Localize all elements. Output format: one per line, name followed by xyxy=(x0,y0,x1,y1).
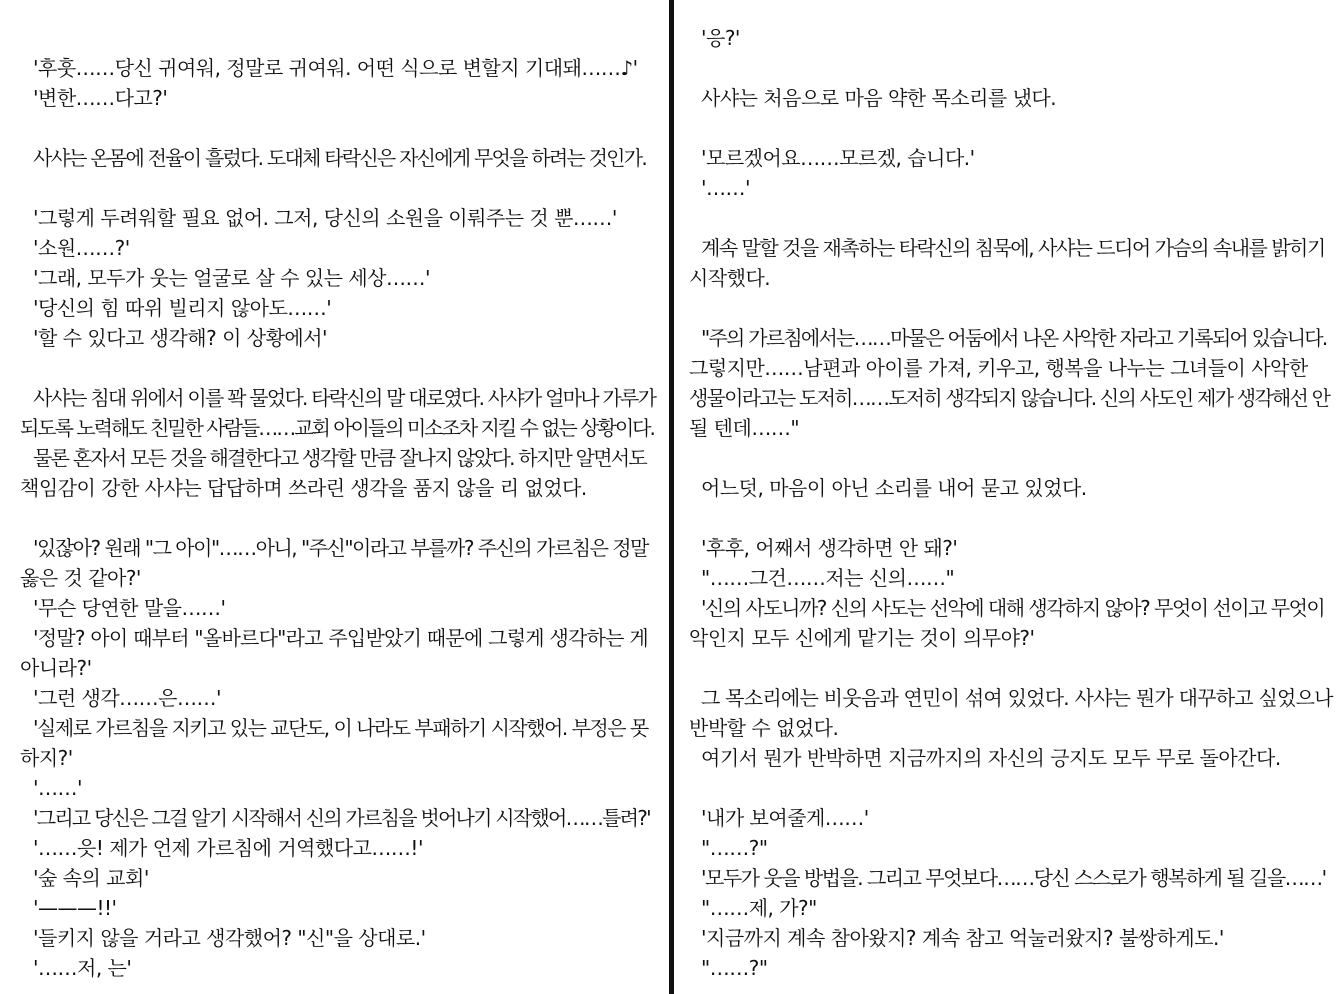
text-line: 그렇지만……남편과 아이를 가져, 키우고, 행복을 나누는 그녀들이 사악한 xyxy=(689,356,1308,380)
text-line: '할 수 있다고 생각해? 이 상황에서' xyxy=(33,326,328,350)
page-divider xyxy=(669,0,674,994)
text-line: '있잖아? 원래 "그 아이"……아니, "주신"이라고 부를까? 주신의 가르침은 정말 xyxy=(33,536,648,560)
text-line: '후후, 어째서 생각하면 안 돼?' xyxy=(701,536,958,560)
text-line: "……그건……저는 신의……" xyxy=(701,566,955,590)
left-page xyxy=(0,0,660,994)
text-line: '모두가 웃을 방법을. 그리고 무엇보다……당신 스스로가 행복하게 될 길을……' xyxy=(701,866,1326,890)
text-line: '……' xyxy=(33,776,82,800)
text-line: 사샤는 처음으로 마음 약한 목소리를 냈다. xyxy=(701,86,1057,110)
text-line: 어느덧, 마음이 아닌 소리를 내어 묻고 있었다. xyxy=(701,476,1087,500)
text-line: '후훗……당신 귀여워, 정말로 귀여워. 어떤 식으로 변할지 기대돼……♪' xyxy=(33,56,638,80)
text-line: '……' xyxy=(701,176,750,200)
text-line: 옳은 것 같아?' xyxy=(20,566,141,590)
text-line: 사샤는 침대 위에서 이를 꽉 물었다. 타락신의 말 대로였다. 사샤가 얼마나 가루가 xyxy=(33,386,656,410)
text-line: 책임감이 강한 사샤는 답답하며 쓰라린 생각을 품지 않을 리 없었다. xyxy=(20,476,587,500)
text-line: 하지?' xyxy=(20,746,73,770)
text-line: 악인지 모두 신에게 맡기는 것이 의무야?' xyxy=(689,626,1035,650)
text-line: "주의 가르침에서는……마물은 어둠에서 나온 사악한 자라고 기록되어 있습니다. xyxy=(701,326,1327,350)
text-line: '당신의 힘 따위 빌리지 않아도……' xyxy=(33,296,332,320)
text-line: 계속 말할 것을 재촉하는 타락신의 침묵에, 사샤는 드디어 가슴의 속내를 밝히기 xyxy=(701,236,1325,260)
text-line: 시작했다. xyxy=(689,266,771,290)
text-line: '신의 사도니까? 신의 사도는 선악에 대해 생각하지 않아? 무엇이 선이고 무엇이 xyxy=(701,596,1325,620)
text-line: '그리고 당신은 그걸 알기 시작해서 신의 가르침을 벗어나기 시작했어……틀려?' xyxy=(33,806,650,830)
text-line: '응?' xyxy=(701,26,740,50)
text-line: 될 텐데……" xyxy=(689,416,800,440)
right-page xyxy=(677,0,1337,994)
text-line: 여기서 뭔가 반박하면 지금까지의 자신의 긍지도 모두 무로 돌아간다. xyxy=(701,746,1281,770)
text-line: '실제로 가르침을 지키고 있는 교단도, 이 나라도 부패하기 시작했어. 부정은 못 xyxy=(33,716,648,740)
text-line: '……저, 는' xyxy=(33,956,132,980)
text-line: '숲 속의 교회' xyxy=(33,866,149,890)
text-line: 되도록 노력해도 친밀한 사람들……교회 아이들의 미소조차 지킬 수 없는 상황이다. xyxy=(20,416,654,440)
text-line: '그래, 모두가 웃는 얼굴로 살 수 있는 세상……' xyxy=(33,266,430,290)
text-line: 물론 혼자서 모든 것을 해결한다고 생각할 만큼 잘나지 않았다. 하지만 알면서도 xyxy=(33,446,646,470)
text-line: '정말? 아이 때부터 "올바르다"라고 주입받았기 때문에 그렇게 생각하는 게 xyxy=(33,626,648,650)
text-line: '들키지 않을 거라고 생각했어? "신"을 상대로.' xyxy=(33,926,426,950)
text-line: 그 목소리에는 비웃음과 연민이 섞여 있었다. 사샤는 뭔가 대꾸하고 싶었으나 xyxy=(701,686,1333,710)
text-line: '모르겠어요……모르겠, 습니다.' xyxy=(701,146,975,170)
text-line: '무슨 당연한 말을……' xyxy=(33,596,226,620)
text-line: '그렇게 두려워할 필요 없어. 그저, 당신의 소원을 이뤄주는 것 뿐……' xyxy=(33,206,617,230)
text-line: '소원……?' xyxy=(33,236,130,260)
text-line: "……?" xyxy=(701,836,768,860)
text-line: '지금까지 계속 참아왔지? 계속 참고 억눌러왔지? 불쌍하게도.' xyxy=(701,926,1224,950)
text-line: 생물이라고는 도저히……도저히 생각되지 않습니다. 신의 사도인 제가 생각해선 안 xyxy=(689,386,1330,410)
text-line: "……?" xyxy=(701,956,768,980)
text-line: '———!!' xyxy=(33,896,117,920)
text-line: '내가 보여줄게……' xyxy=(701,806,869,830)
text-line: '그런 생각……은……' xyxy=(33,686,221,710)
text-line: "……제, 가?" xyxy=(701,896,817,920)
text-line: 사샤는 온몸에 전율이 흘렀다. 도대체 타락신은 자신에게 무엇을 하려는 것인가. xyxy=(33,146,646,170)
text-line: 아니라?' xyxy=(20,656,92,680)
text-line: '변한……다고?' xyxy=(33,86,168,110)
text-line: 반박할 수 없었다. xyxy=(689,716,839,740)
text-line: '……읏! 제가 언제 가르침에 거역했다고……!' xyxy=(33,836,423,860)
